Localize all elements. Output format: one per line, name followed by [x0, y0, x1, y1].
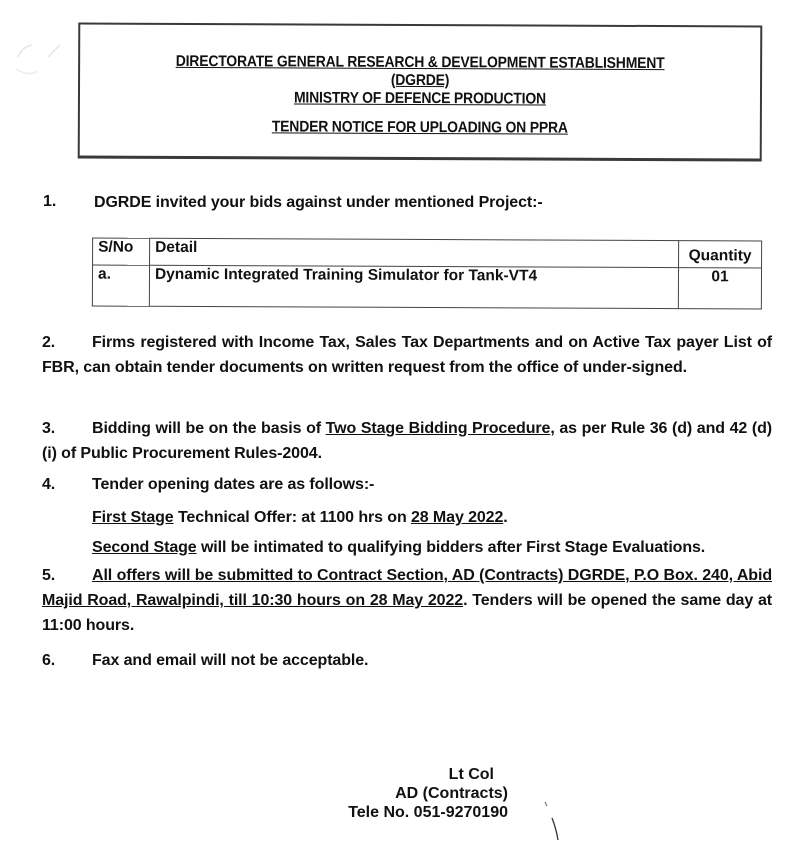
- signatory-designation: AD (Contracts): [395, 785, 508, 802]
- row-sno: a.: [92, 265, 149, 306]
- header-box: [78, 23, 763, 162]
- paragraph-2-number: 2.: [42, 334, 56, 351]
- signatory-rank: Lt Col: [448, 766, 494, 783]
- table-row: [92, 265, 761, 309]
- project-table: [92, 238, 762, 310]
- first-stage-text: Technical Offer: at 1100 hrs on: [173, 509, 411, 526]
- signature-block: [348, 765, 508, 822]
- paragraph-1-number: 1.: [43, 193, 57, 210]
- pen-stroke-mark: [540, 800, 570, 841]
- first-stage-period: .: [503, 509, 508, 526]
- paragraph-4-text: Tender opening dates are as follows:-: [92, 476, 375, 493]
- paragraph-3-text-after: , as per Rule 36 (d) and 42 (d) (i) of Public Procurement Rules-2004.: [42, 420, 772, 462]
- notice-title: TENDER NOTICE FOR UPLOADING ON PPRA: [271, 118, 568, 137]
- bidding-procedure-text: Two Stage Bidding Procedure: [325, 420, 551, 437]
- column-header-sno: S/No: [93, 238, 150, 265]
- first-stage-date: 28 May 2022: [410, 509, 504, 526]
- second-stage-text: will be intimated to qualifying bidders after First Stage Evaluations.: [196, 539, 706, 556]
- first-stage-label: First Stage: [92, 509, 174, 526]
- signatory-phone: Tele No. 051-9270190: [348, 804, 508, 821]
- paragraph-3: [42, 416, 772, 466]
- scan-speck-marks: [8, 35, 63, 80]
- paragraph-3-text-before: Bidding will be on the basis of: [92, 420, 326, 437]
- ministry-title: MINISTRY OF DEFENCE PRODUCTION: [293, 89, 546, 108]
- organization-abbreviation: (DGRDE): [390, 71, 450, 90]
- organization-title: DIRECTORATE GENERAL RESEARCH & DEVELOPMENT ESTABLISHMENT: [175, 52, 665, 73]
- paragraph-6-text: Fax and email will not be acceptable.: [92, 652, 369, 669]
- paragraph-3-number: 3.: [42, 420, 56, 437]
- paragraph-6: [42, 648, 772, 673]
- row-quantity: 01: [678, 268, 761, 309]
- paragraph-4: [42, 472, 772, 497]
- column-header-quantity: Quantity: [679, 241, 762, 268]
- second-stage-line: [92, 535, 782, 560]
- row-detail: Dynamic Integrated Training Simulator for Tank-VT4: [149, 265, 678, 308]
- submission-details-text: All offers will be submitted to Contract Section, AD (Contracts) DGRDE, P.O Box. 240, Abid Majid Road, Rawalpindi, till 10:30 hours on 28 May 2022: [42, 567, 772, 609]
- paragraph-6-number: 6.: [42, 652, 56, 669]
- column-header-detail: Detail: [150, 238, 679, 267]
- second-stage-label: Second Stage: [92, 539, 197, 556]
- table-header-row: [93, 238, 762, 268]
- paragraph-1-text: DGRDE invited your bids against under mentioned Project:-: [94, 194, 543, 211]
- paragraph-5-text-after: . Tenders will be opened the same day at 11:00 hours.: [42, 592, 772, 634]
- paragraph-2-text: Firms registered with Income Tax, Sales Tax Departments and on Active Tax payer List of FBR, can obtain tender documents on written request from the office of under-signed.: [42, 334, 772, 376]
- paragraph-4-number: 4.: [42, 476, 56, 493]
- first-stage-line: [92, 505, 772, 530]
- paragraph-2: [42, 330, 772, 380]
- paragraph-5: [42, 563, 772, 638]
- paragraph-5-number: 5.: [42, 567, 56, 584]
